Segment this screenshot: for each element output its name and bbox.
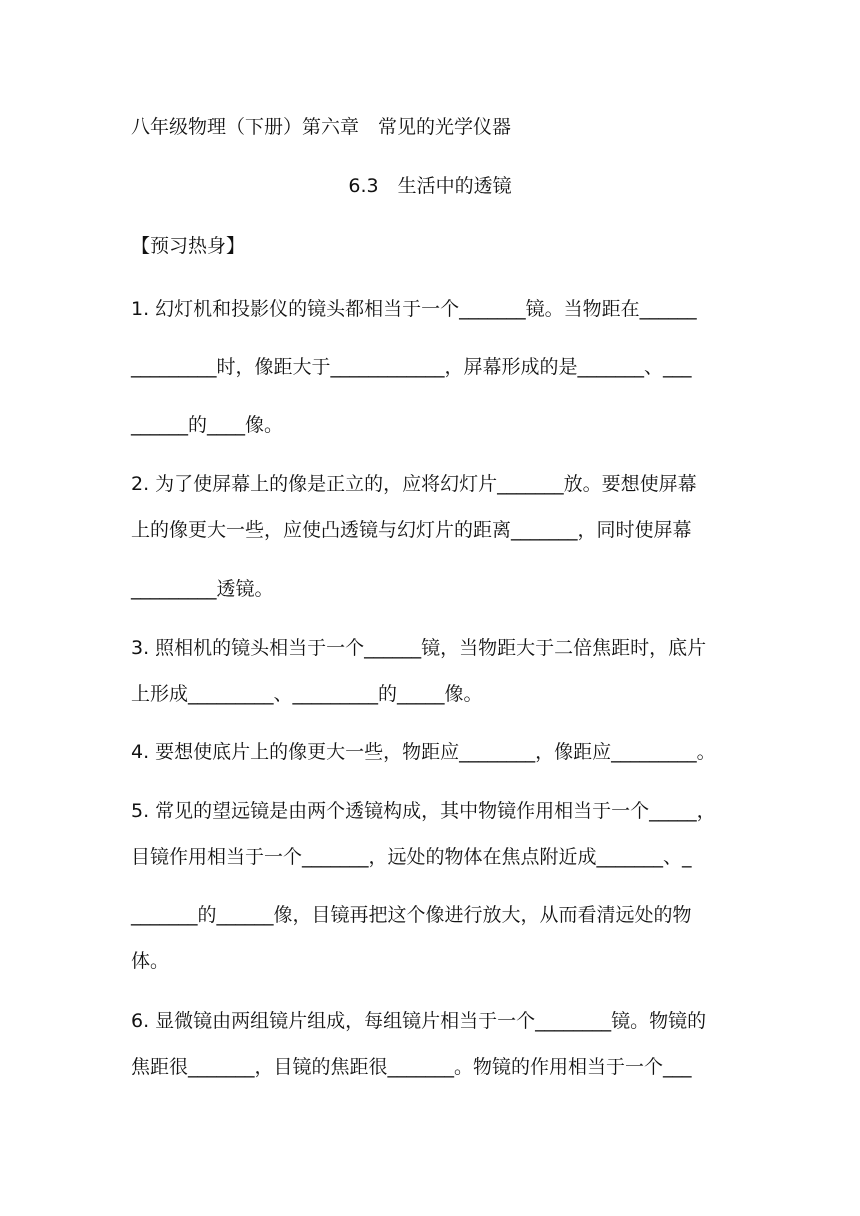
question-line: _______的______像，目镜再把这个像进行放大，从而看清远处的物 [131, 904, 692, 926]
question-line: 1. 幻灯机和投影仪的镜头都相当于一个_______镜。当物距在______ [131, 298, 697, 320]
question-line: 体。 [131, 950, 170, 972]
section-label: 【预习热身】 [131, 235, 246, 257]
lesson-title: 6.3 生活中的透镜 [348, 175, 512, 197]
question-line: 2. 为了使屏幕上的像是正立的，应将幻灯片_______放。要想使屏幕 [131, 473, 697, 495]
question-line: 上的像更大一些，应使凸透镜与幻灯片的距离_______，同时使屏幕 [131, 519, 692, 541]
question-line: 6. 显微镜由两组镜片组成，每组镜片相当于一个________镜。物镜的 [131, 1010, 707, 1032]
question-line: _________透镜。 [131, 578, 274, 600]
question-line: 上形成_________、_________的_____像。 [131, 683, 483, 705]
question-line: _________时，像距大于____________，屏幕形成的是_______、___ [131, 356, 692, 378]
course-title: 八年级物理（下册）第六章 常见的光学仪器 [131, 116, 512, 138]
question-line: 3. 照相机的镜头相当于一个______镜，当物距大于二倍焦距时，底片 [131, 637, 707, 659]
question-line: 目镜作用相当于一个_______，远处的物体在焦点附近成_______、_ [131, 846, 692, 868]
question-line: 焦距很_______，目镜的焦距很_______。物镜的作用相当于一个___ [131, 1056, 692, 1078]
question-line: 4. 要想使底片上的像更大一些，物距应________，像距应_________。 [131, 741, 716, 763]
question-line: ______的____像。 [131, 414, 284, 436]
question-line: 5. 常见的望远镜是由两个透镜构成，其中物镜作用相当于一个_____， [131, 800, 716, 822]
